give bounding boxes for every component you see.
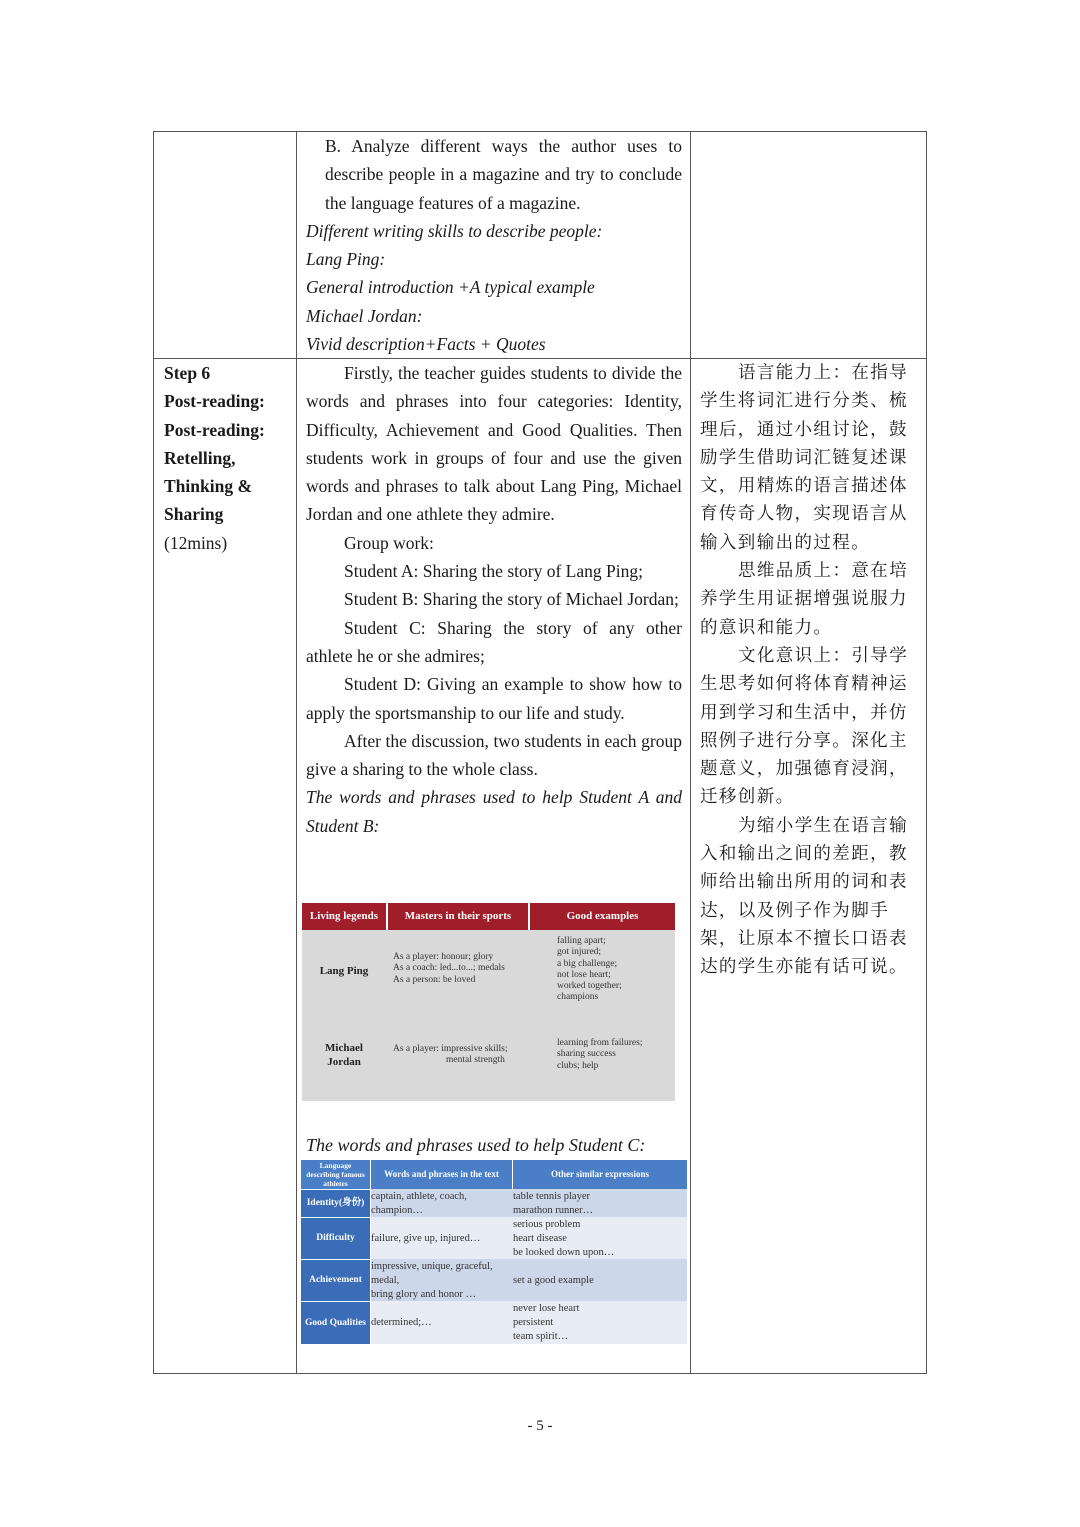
table2-header: Words and phrases in the text: [371, 1160, 512, 1189]
top-row-content: [306, 132, 682, 358]
table1-example-line: falling apart;: [557, 936, 606, 946]
table2-cell-line: captain, athlete, coach,: [371, 1191, 467, 1202]
vocab-table-c: [301, 1160, 687, 1344]
table1-name-line: Michael: [325, 1042, 363, 1054]
table2-cell-line: impressive, unique, graceful,: [371, 1261, 493, 1272]
design-rationale-cell: [700, 359, 918, 982]
table1-example-line: champions: [557, 992, 599, 1003]
rationale-culture: 文化意识上：引导学生思考如何将体育精神运用到学习和生活中，并仿照例子进行分享。深化主题意义，加强德育浸润，迁移创新。: [700, 645, 909, 808]
table2-cell-line: serious problem: [513, 1219, 581, 1230]
rationale-thinking: 思维品质上：意在培养学生用证据增强说服力的意识和能力。: [700, 561, 909, 638]
table1-header: Masters in their sports: [388, 903, 528, 930]
table1-example-line: clubs; help: [557, 1060, 599, 1071]
rationale-scaffold: 为缩小学生在语言输入和输出之间的差距，教师给出输出所用的词和表达，以及例子作为脚手架，让原本不擅长口语表达的学生亦能有话可说。: [700, 815, 909, 978]
step-label: Retelling,: [164, 447, 236, 468]
table1-header: Living legends: [302, 903, 386, 930]
table1-example-line: got injured;: [557, 947, 602, 958]
table2-row-label: Achievement: [301, 1260, 370, 1301]
table2-cell-line: marathon runner…: [513, 1205, 594, 1216]
step-duration: (12mins): [164, 532, 228, 553]
table2-cell: [371, 1190, 467, 1218]
table1-examples: [557, 936, 672, 1004]
table1-master-line: As a coach: led...to...; medals: [393, 963, 505, 974]
table1-master-line: mental strength: [446, 1055, 505, 1066]
table1-row-name: Lang Ping: [319, 965, 369, 977]
writing-skill-line: Vivid description+Facts + Quotes: [306, 334, 546, 355]
page-number: - 5 -: [527, 1418, 553, 1434]
table-border-bottom: [153, 1373, 927, 1374]
table2-header-line: describing famous: [306, 1170, 365, 1179]
table2-header-line: Language: [319, 1161, 352, 1170]
student-task: Student C: Sharing the story of any other athlete he or she admires;: [306, 617, 682, 666]
table2-header: [301, 1160, 370, 1189]
table-border-left: [153, 131, 154, 1374]
table2-cell-line: champion…: [371, 1205, 423, 1216]
table2-cell-line: heart disease: [513, 1233, 567, 1244]
writing-skills-heading: Different writing skills to describe people:: [306, 220, 603, 241]
table-border-right: [926, 131, 927, 1374]
table2-cell-line: persistent: [513, 1317, 554, 1328]
table2-row-label: Good Qualities: [301, 1302, 370, 1344]
table2-cell: [513, 1274, 594, 1288]
table1-masters: [393, 952, 528, 986]
table-divider-2: [690, 131, 691, 1374]
table2-cell: [371, 1316, 432, 1330]
step-procedure-cell: [306, 359, 682, 840]
table1-name-line: Jordan: [327, 1056, 361, 1068]
table1-row-name: [306, 1041, 382, 1069]
step-label: Sharing: [164, 504, 224, 525]
table2-cell-line: never lose heart: [513, 1303, 580, 1314]
table2-header-line: athletes: [323, 1179, 348, 1188]
table1-master-line: As a player: impressive skills;: [393, 1044, 508, 1054]
table2-cell-line: failure, give up, injured…: [371, 1233, 481, 1244]
table1-header: Good examples: [530, 903, 675, 930]
step-label: Step 6: [164, 363, 211, 383]
table2-row-label: Difficulty: [301, 1218, 370, 1259]
student-task: Student A: Sharing the story of Lang Ping;: [344, 561, 643, 582]
rationale-language: 语言能力上：在指导学生将词汇进行分类、梳理后，通过小组讨论，鼓励学生借助词汇链复述课文，用精炼的语言描述体育传奇人物，实现语言从输入到输出的过程。: [700, 363, 909, 553]
table2-cell: [513, 1302, 579, 1344]
table1-example-line: worked together;: [557, 981, 622, 992]
vocab-table-ab: [302, 903, 675, 1101]
table1-master-line: As a person: be loved: [393, 974, 476, 985]
table2-cell: [513, 1218, 614, 1260]
table1-example-line: a big challenge;: [557, 958, 618, 969]
caption-c: The words and phrases used to help Student C:: [306, 1135, 646, 1155]
writing-skill-line: Lang Ping:: [306, 249, 386, 270]
writing-skill-line: Michael Jordan:: [306, 305, 423, 326]
step-label-cell: [164, 359, 292, 557]
table2-header: Other similar expressions: [513, 1160, 687, 1189]
table1-example-line: learning from failures;: [557, 1038, 643, 1048]
step-label: Post-reading:: [164, 391, 265, 412]
table2-cell-line: medal,: [371, 1275, 400, 1286]
table1-example-line: not lose heart;: [557, 969, 611, 980]
table1-examples: [557, 1038, 672, 1072]
table2-row-label: Identity(身份): [301, 1190, 370, 1217]
table2-cell: [371, 1232, 480, 1246]
table2-cell-line: be looked down upon…: [513, 1247, 615, 1258]
table2-cell-line: bring glory and honor …: [371, 1289, 476, 1300]
table2-cell: [513, 1190, 593, 1218]
caption-ab: The words and phrases used to help Student A and Student B:: [306, 787, 682, 836]
student-task: Student D: Giving an example to show how to apply the sportsmanship to our life and study.: [306, 674, 682, 723]
sharing-text: After the discussion, two students in each group give a sharing to the whole class.: [306, 730, 682, 780]
step-label: Thinking &: [164, 476, 253, 497]
table2-cell-line: set a good example: [513, 1275, 594, 1286]
writing-skill-line: General introduction +A typical example: [306, 277, 595, 298]
student-task: Student B: Sharing the story of Michael Jordan;: [344, 589, 679, 610]
table2-cell-line: team spirit…: [513, 1331, 569, 1342]
table1-masters: [393, 1044, 528, 1067]
item-b-text: B. Analyze different ways the author uses to describe people in a magazine and try to conclude the language features of a magazine.: [325, 136, 682, 213]
table2-cell-line: determined;…: [371, 1317, 432, 1328]
table-divider-1: [296, 131, 297, 1374]
group-work-label: Group work:: [344, 532, 434, 553]
table2-cell: [371, 1260, 493, 1302]
table1-master-line: As a player: honour; glory: [393, 952, 494, 962]
table1-example-line: sharing success: [557, 1049, 616, 1060]
table2-cell-line: table tennis player: [513, 1191, 590, 1202]
step-label: Post-reading:: [164, 419, 265, 440]
procedure-intro: Firstly, the teacher guides students to divide the words and phrases into four categories: Identity, Difficulty, Achievement and Good Qualities. Then students work in groups of four and use the given words and phrases to talk about Lang Ping, Michael Jordan and one athlete they admire.: [306, 363, 682, 525]
